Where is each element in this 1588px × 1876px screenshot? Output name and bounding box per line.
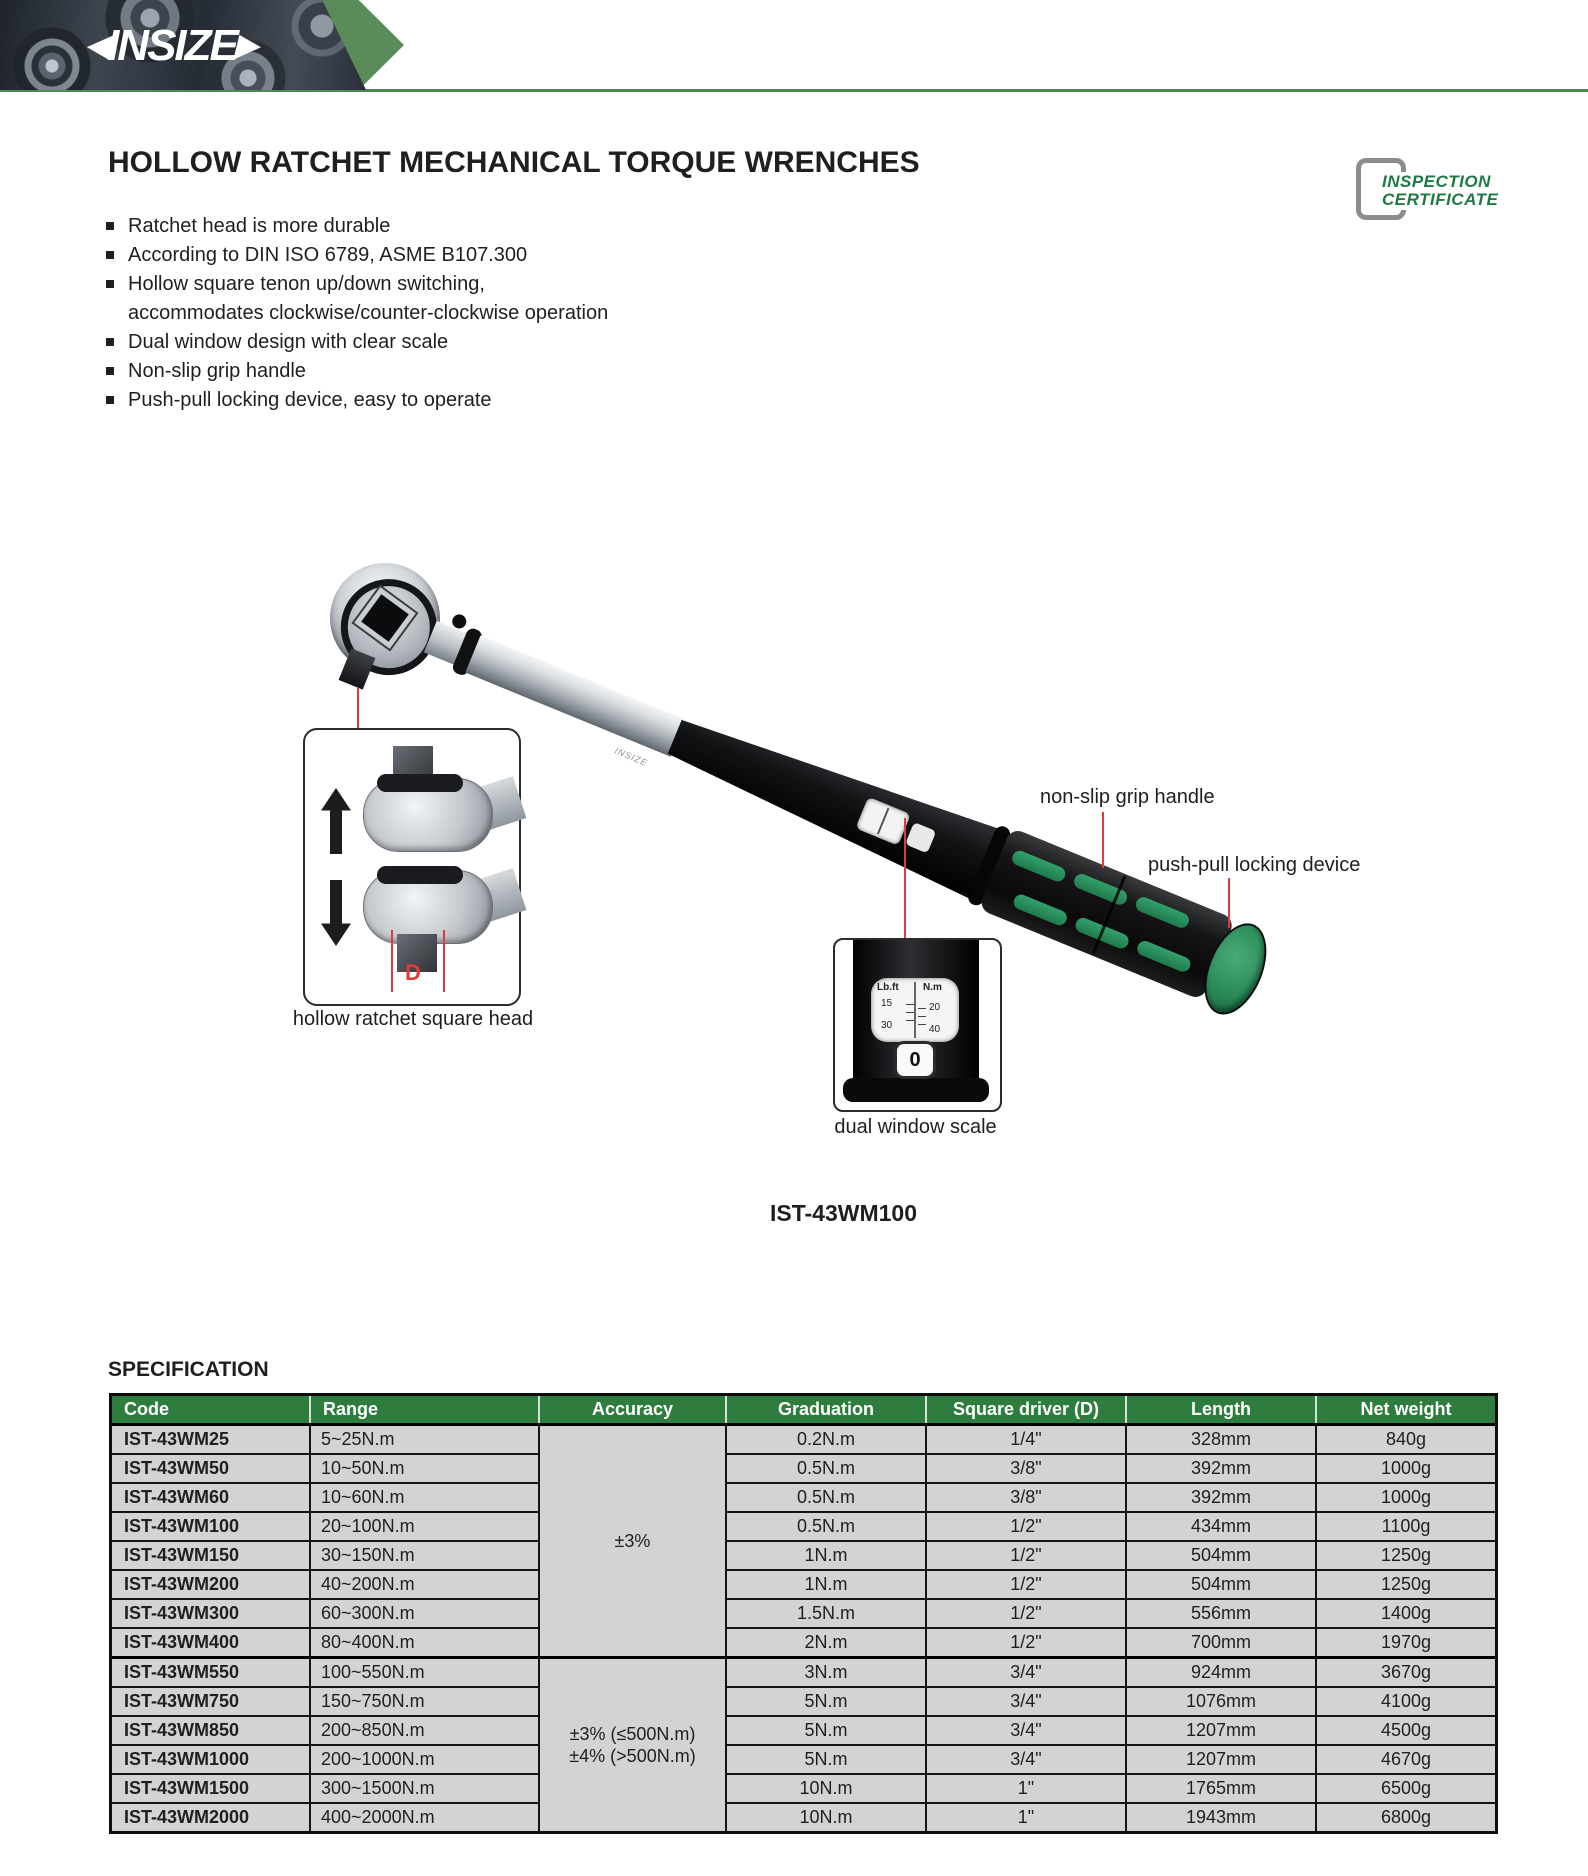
caption-ratchet-head: hollow ratchet square head bbox=[292, 1008, 534, 1030]
product-figure bbox=[0, 430, 1588, 1330]
cell-range: 10~60N.m bbox=[311, 1482, 540, 1511]
cell-square-driver: 1/2" bbox=[927, 1627, 1127, 1656]
logo-right-arrow-icon: ▶ bbox=[234, 29, 258, 62]
table-row bbox=[112, 1802, 1495, 1831]
cell-net-weight: 1000g bbox=[1317, 1453, 1495, 1482]
bullet-square-icon bbox=[106, 396, 114, 404]
cell-net-weight: 1250g bbox=[1317, 1569, 1495, 1598]
table-row bbox=[112, 1569, 1495, 1598]
inset-ratchet-head bbox=[303, 728, 521, 1006]
cell-square-driver: 3/4" bbox=[927, 1744, 1127, 1773]
certificate-line1: INSPECTION bbox=[1382, 172, 1491, 191]
cell-length: 700mm bbox=[1127, 1627, 1317, 1656]
cell-range: 10~50N.m bbox=[311, 1453, 540, 1482]
cell-range: 300~1500N.m bbox=[311, 1773, 540, 1802]
cell-graduation: 10N.m bbox=[727, 1802, 927, 1831]
col-header-square-driver: Square driver (D) bbox=[927, 1396, 1127, 1423]
cell-length: 1207mm bbox=[1127, 1715, 1317, 1744]
inset-dual-window bbox=[833, 938, 1002, 1112]
tick-left-1: 15 bbox=[881, 998, 893, 1009]
scale-divider bbox=[914, 982, 916, 1038]
feature-text: Non-slip grip handle bbox=[128, 360, 306, 382]
feature-item bbox=[106, 270, 866, 328]
feature-text: Ratchet head is more durable bbox=[128, 215, 391, 237]
cell-graduation: 0.5N.m bbox=[727, 1511, 927, 1540]
accuracy-line: ±3% bbox=[614, 1531, 651, 1551]
mini-ring bbox=[377, 866, 463, 884]
table-row bbox=[112, 1656, 1495, 1686]
table-row bbox=[112, 1540, 1495, 1569]
scale-window bbox=[871, 978, 959, 1042]
tick-mark bbox=[906, 1004, 914, 1005]
arrow-up-icon bbox=[321, 788, 351, 854]
spec-table bbox=[109, 1393, 1498, 1834]
table-header-row bbox=[112, 1396, 1495, 1423]
feature-text: Push-pull locking device, easy to operate bbox=[128, 389, 492, 411]
cell-net-weight: 6500g bbox=[1317, 1773, 1495, 1802]
shaft-brand-text: INSIZE bbox=[613, 745, 650, 769]
tick-mark bbox=[918, 1024, 926, 1025]
page-title: HOLLOW RATCHET MECHANICAL TORQUE WRENCHES bbox=[108, 146, 920, 179]
tick-mark bbox=[918, 1008, 926, 1009]
cell-net-weight: 840g bbox=[1317, 1423, 1495, 1453]
cell-code: IST-43WM60 bbox=[112, 1482, 311, 1511]
cell-range: 100~550N.m bbox=[311, 1656, 540, 1686]
callout-grip-label: non-slip grip handle bbox=[1040, 786, 1215, 808]
cell-square-driver: 3/8" bbox=[927, 1453, 1127, 1482]
cell-graduation: 10N.m bbox=[727, 1773, 927, 1802]
cell-length: 328mm bbox=[1127, 1423, 1317, 1453]
unit-right-label: N.m bbox=[923, 982, 942, 993]
cell-square-driver: 1/4" bbox=[927, 1423, 1127, 1453]
cell-range: 200~850N.m bbox=[311, 1715, 540, 1744]
section-heading: SPECIFICATION bbox=[108, 1358, 269, 1381]
feature-list bbox=[106, 212, 866, 415]
table-row bbox=[112, 1715, 1495, 1744]
bullet-square-icon bbox=[106, 280, 114, 288]
col-header-length: Length bbox=[1127, 1396, 1317, 1423]
dimension-line-right bbox=[443, 930, 445, 992]
scale-housing bbox=[660, 702, 1000, 900]
spec-table-container bbox=[109, 1393, 1492, 1834]
cell-code: IST-43WM750 bbox=[112, 1686, 311, 1715]
cell-graduation: 1N.m bbox=[727, 1540, 927, 1569]
cell-code: IST-43WM25 bbox=[112, 1423, 311, 1453]
col-header-code: Code bbox=[112, 1396, 311, 1423]
cell-graduation: 1N.m bbox=[727, 1569, 927, 1598]
cell-length: 504mm bbox=[1127, 1569, 1317, 1598]
bullet-square-icon bbox=[106, 367, 114, 375]
table-row bbox=[112, 1627, 1495, 1656]
feature-item bbox=[106, 357, 866, 386]
cell-length: 434mm bbox=[1127, 1511, 1317, 1540]
cell-range: 5~25N.m bbox=[311, 1423, 540, 1453]
cell-net-weight: 1970g bbox=[1317, 1627, 1495, 1656]
certificate-line2: CERTIFICATE bbox=[1382, 190, 1499, 209]
cell-graduation: 2N.m bbox=[727, 1627, 927, 1656]
cell-code: IST-43WM850 bbox=[112, 1715, 311, 1744]
cell-accuracy bbox=[540, 1656, 727, 1831]
tick-right-2: 40 bbox=[929, 1024, 941, 1035]
cell-range: 200~1000N.m bbox=[311, 1744, 540, 1773]
cell-net-weight: 4100g bbox=[1317, 1686, 1495, 1715]
logo-left-arrow-icon: ◀ bbox=[86, 29, 110, 62]
cell-square-driver: 1" bbox=[927, 1773, 1127, 1802]
model-number: IST-43WM100 bbox=[770, 1200, 917, 1226]
feature-text: Hollow square tenon up/down switching, bbox=[128, 273, 485, 295]
cell-square-driver: 3/4" bbox=[927, 1686, 1127, 1715]
col-header-graduation: Graduation bbox=[727, 1396, 927, 1423]
cell-net-weight: 6800g bbox=[1317, 1802, 1495, 1831]
cell-graduation: 0.2N.m bbox=[727, 1423, 927, 1453]
cell-code: IST-43WM100 bbox=[112, 1511, 311, 1540]
cell-graduation: 5N.m bbox=[727, 1744, 927, 1773]
cell-square-driver: 1/2" bbox=[927, 1540, 1127, 1569]
cell-length: 504mm bbox=[1127, 1540, 1317, 1569]
cell-length: 924mm bbox=[1127, 1656, 1317, 1686]
cell-code: IST-43WM2000 bbox=[112, 1802, 311, 1831]
cell-range: 400~2000N.m bbox=[311, 1802, 540, 1831]
cell-code: IST-43WM150 bbox=[112, 1540, 311, 1569]
cell-length: 1943mm bbox=[1127, 1802, 1317, 1831]
feature-item bbox=[106, 212, 866, 241]
cell-length: 1207mm bbox=[1127, 1744, 1317, 1773]
cell-net-weight: 1000g bbox=[1317, 1482, 1495, 1511]
cell-net-weight: 1250g bbox=[1317, 1540, 1495, 1569]
cell-length: 392mm bbox=[1127, 1453, 1317, 1482]
tick-left-2: 30 bbox=[881, 1020, 893, 1031]
cell-range: 150~750N.m bbox=[311, 1686, 540, 1715]
caption-dual-window: dual window scale bbox=[834, 1116, 997, 1138]
inspection-certificate-badge bbox=[1356, 156, 1566, 218]
certificate-label bbox=[1380, 172, 1500, 210]
unit-left-label: Lb.ft bbox=[877, 982, 899, 993]
cell-square-driver: 1/2" bbox=[927, 1511, 1127, 1540]
tool-cylinder-base bbox=[843, 1078, 989, 1102]
insize-logo bbox=[86, 22, 286, 70]
cell-code: IST-43WM1000 bbox=[112, 1744, 311, 1773]
leader-line-window bbox=[904, 818, 906, 938]
cell-range: 20~100N.m bbox=[311, 1511, 540, 1540]
logo-text: INSIZE bbox=[107, 21, 237, 70]
cell-net-weight: 4670g bbox=[1317, 1744, 1495, 1773]
header-banner bbox=[0, 0, 1588, 93]
adjuster-value: 0 bbox=[897, 1044, 933, 1076]
tick-mark bbox=[906, 1012, 914, 1013]
table-row bbox=[112, 1511, 1495, 1540]
cell-graduation: 0.5N.m bbox=[727, 1482, 927, 1511]
leader-line-head bbox=[357, 688, 359, 728]
cell-graduation: 1.5N.m bbox=[727, 1598, 927, 1627]
spec-table-body bbox=[112, 1423, 1495, 1831]
cell-code: IST-43WM50 bbox=[112, 1453, 311, 1482]
cell-length: 1076mm bbox=[1127, 1686, 1317, 1715]
tick-right-1: 20 bbox=[929, 1002, 941, 1013]
callout-lock-label: push-pull locking device bbox=[1148, 854, 1361, 876]
cell-square-driver: 3/8" bbox=[927, 1482, 1127, 1511]
leader-line-lock bbox=[1228, 878, 1230, 928]
col-header-range: Range bbox=[311, 1396, 540, 1423]
accuracy-line: ±3% (≤500N.m) bbox=[569, 1724, 696, 1744]
cell-length: 556mm bbox=[1127, 1598, 1317, 1627]
cell-code: IST-43WM400 bbox=[112, 1627, 311, 1656]
tick-mark bbox=[906, 1020, 914, 1021]
col-header-accuracy: Accuracy bbox=[540, 1396, 727, 1423]
table-row bbox=[112, 1686, 1495, 1715]
table-row bbox=[112, 1423, 1495, 1453]
feature-item bbox=[106, 241, 866, 270]
table-row bbox=[112, 1482, 1495, 1511]
table-row bbox=[112, 1773, 1495, 1802]
bullet-square-icon bbox=[106, 338, 114, 346]
feature-item bbox=[106, 328, 866, 357]
table-row bbox=[112, 1598, 1495, 1627]
cell-length: 1765mm bbox=[1127, 1773, 1317, 1802]
leader-line-grip bbox=[1102, 812, 1104, 868]
mini-ring bbox=[377, 774, 463, 792]
cell-range: 40~200N.m bbox=[311, 1569, 540, 1598]
cell-square-driver: 1" bbox=[927, 1802, 1127, 1831]
accuracy-line: ±4% (>500N.m) bbox=[569, 1746, 696, 1766]
cell-code: IST-43WM200 bbox=[112, 1569, 311, 1598]
cell-graduation: 5N.m bbox=[727, 1686, 927, 1715]
cell-range: 30~150N.m bbox=[311, 1540, 540, 1569]
cell-range: 60~300N.m bbox=[311, 1598, 540, 1627]
bullet-square-icon bbox=[106, 251, 114, 259]
cell-square-driver: 1/2" bbox=[927, 1569, 1127, 1598]
cell-code: IST-43WM550 bbox=[112, 1656, 311, 1686]
feature-item bbox=[106, 386, 866, 415]
dimension-label: D bbox=[405, 960, 421, 985]
tick-mark bbox=[918, 1016, 926, 1017]
cell-square-driver: 3/4" bbox=[927, 1656, 1127, 1686]
cell-code: IST-43WM1500 bbox=[112, 1773, 311, 1802]
cell-square-driver: 1/2" bbox=[927, 1598, 1127, 1627]
cell-length: 392mm bbox=[1127, 1482, 1317, 1511]
table-row bbox=[112, 1453, 1495, 1482]
cell-square-driver: 3/4" bbox=[927, 1715, 1127, 1744]
cell-code: IST-43WM300 bbox=[112, 1598, 311, 1627]
arrow-down-icon bbox=[321, 880, 351, 946]
cell-net-weight: 3670g bbox=[1317, 1656, 1495, 1686]
cell-net-weight: 1100g bbox=[1317, 1511, 1495, 1540]
cell-accuracy bbox=[540, 1423, 727, 1656]
col-header-net-weight: Net weight bbox=[1317, 1396, 1495, 1423]
bullet-square-icon bbox=[106, 222, 114, 230]
table-row bbox=[112, 1744, 1495, 1773]
cell-net-weight: 4500g bbox=[1317, 1715, 1495, 1744]
cell-net-weight: 1400g bbox=[1317, 1598, 1495, 1627]
cell-graduation: 5N.m bbox=[727, 1715, 927, 1744]
cell-graduation: 3N.m bbox=[727, 1656, 927, 1686]
cell-graduation: 0.5N.m bbox=[727, 1453, 927, 1482]
cell-range: 80~400N.m bbox=[311, 1627, 540, 1656]
feature-text: According to DIN ISO 6789, ASME B107.300 bbox=[128, 244, 528, 266]
feature-text: Dual window design with clear scale bbox=[128, 331, 449, 353]
dimension-line-left bbox=[391, 930, 393, 992]
feature-text-continued: accommodates clockwise/counter-clockwise operation bbox=[128, 302, 609, 324]
